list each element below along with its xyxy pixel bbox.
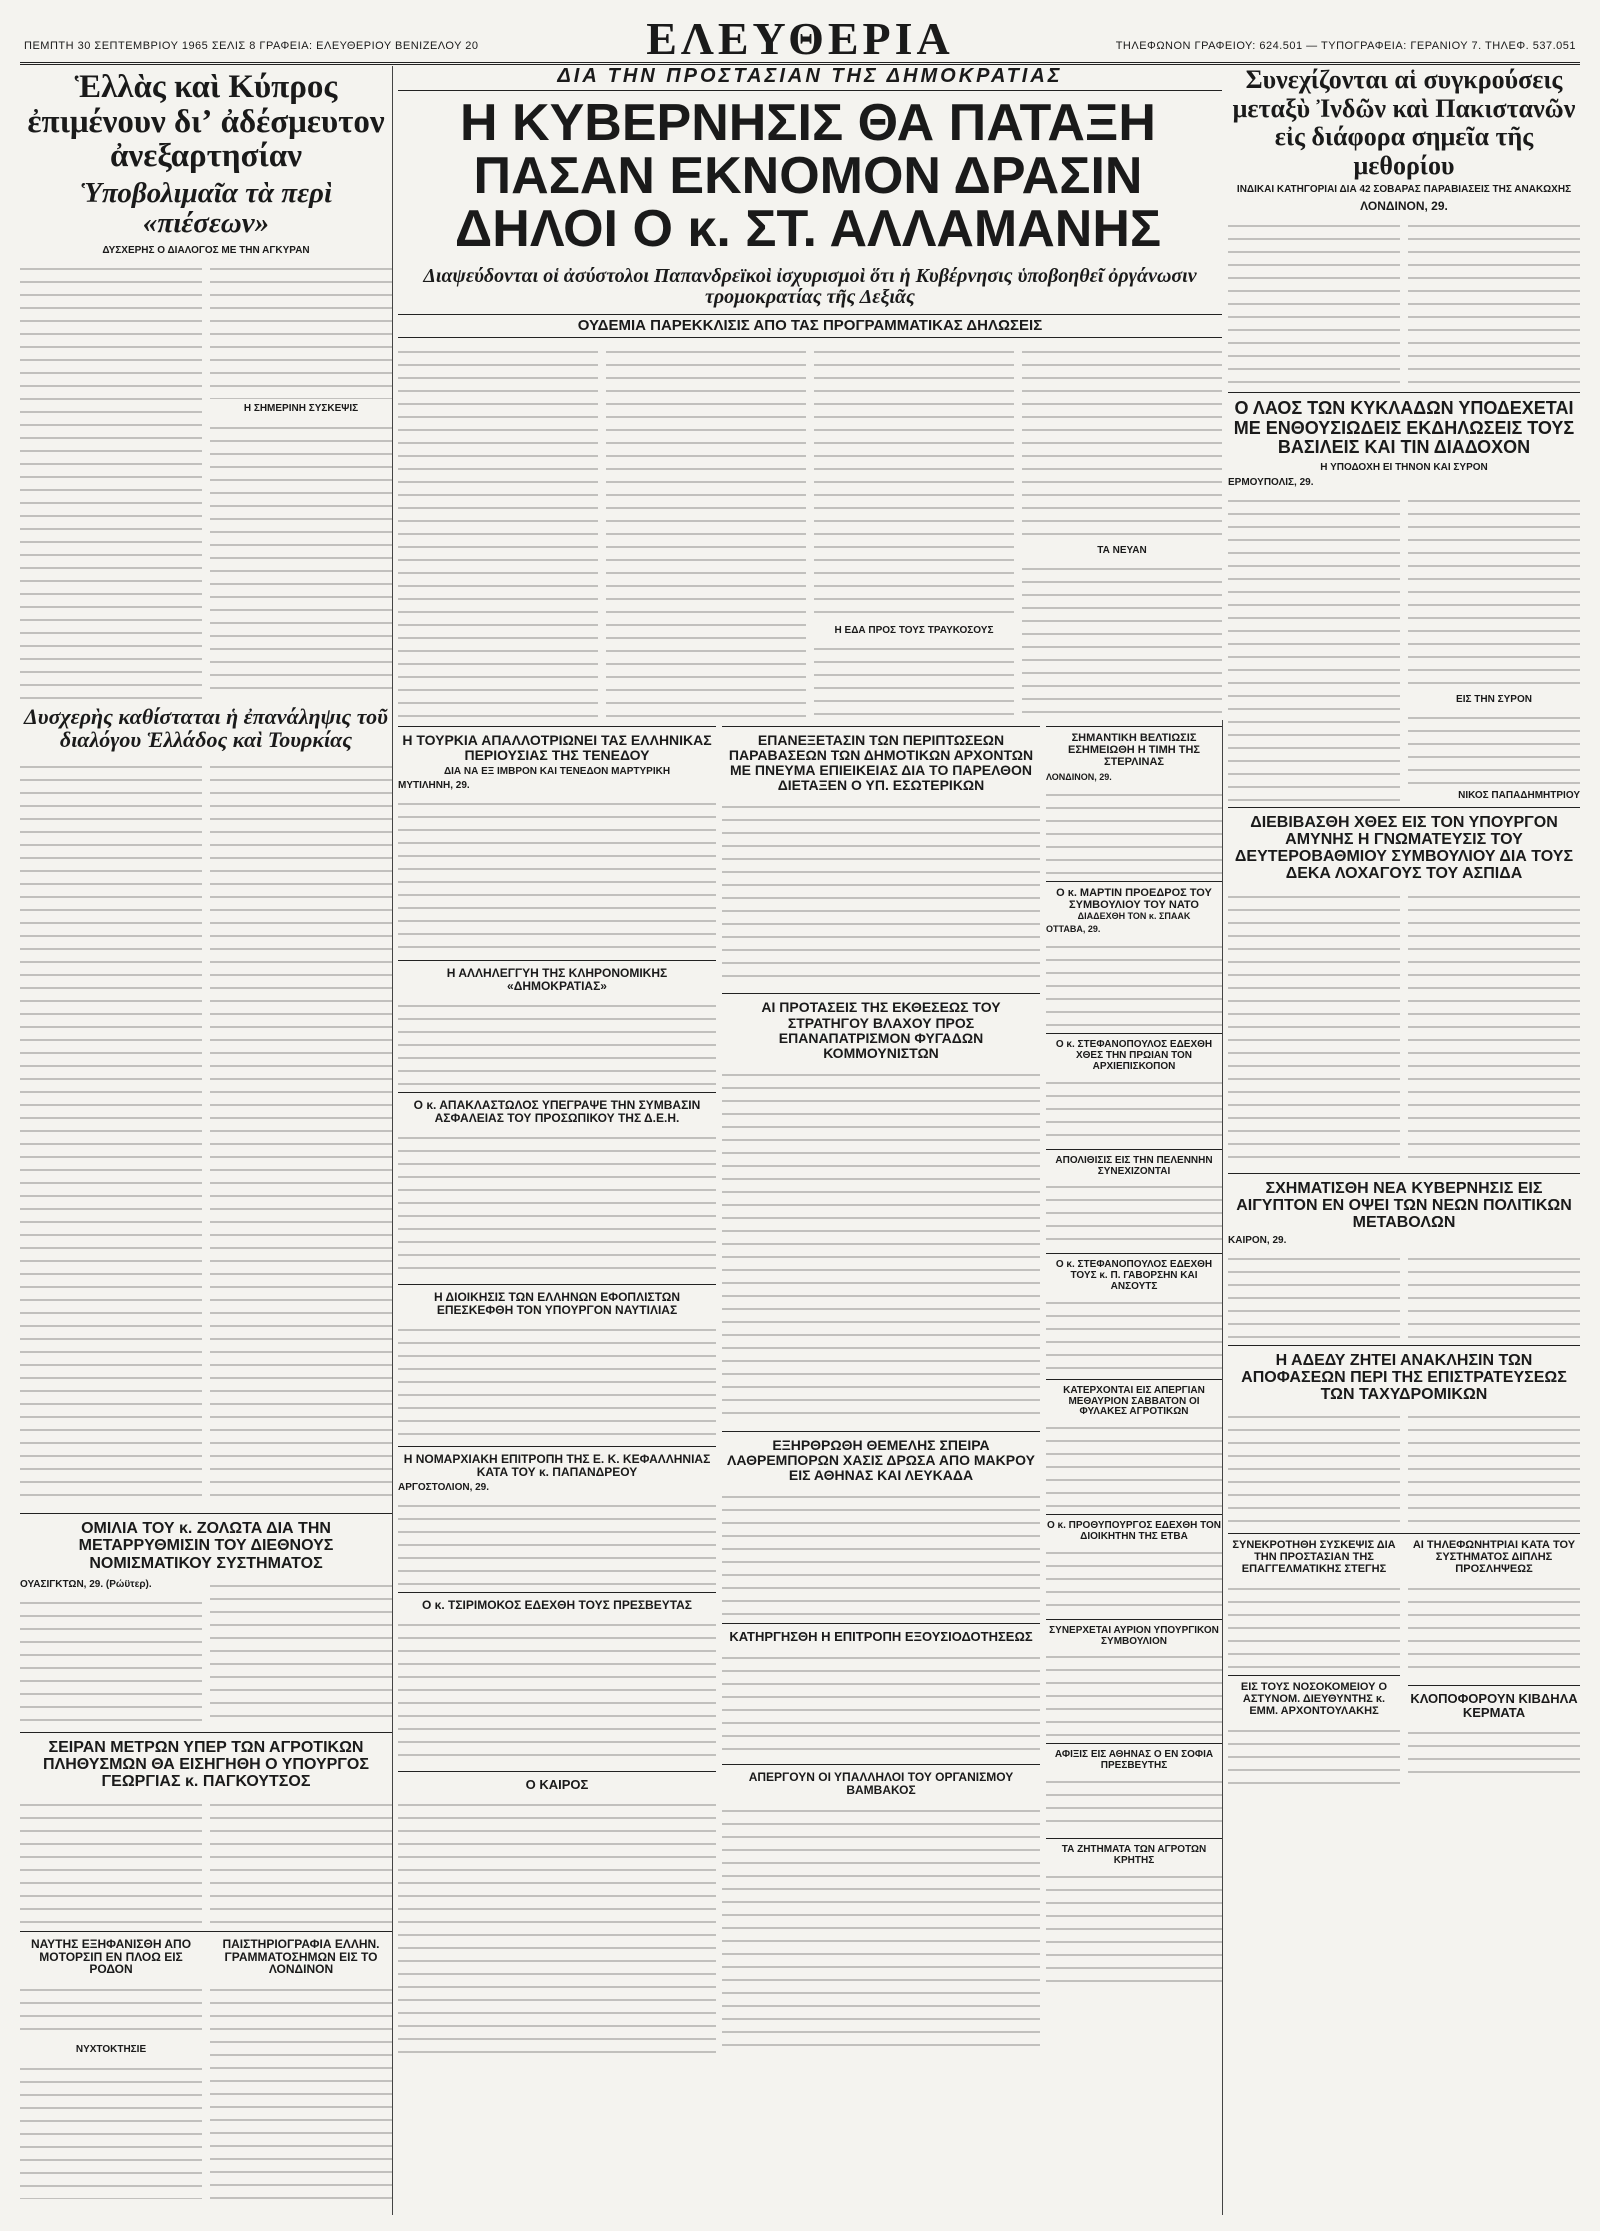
c5-text-3a bbox=[1228, 887, 1400, 1167]
c5-text-5a bbox=[1228, 1407, 1400, 1527]
c4-text-6 bbox=[1046, 1418, 1222, 1508]
column-2 bbox=[398, 720, 716, 2215]
c4-dateline-1: ΛΟΝΔΙΝΟΝ, 29. bbox=[1046, 771, 1112, 782]
c3-text-5 bbox=[722, 1801, 1040, 2051]
lead-section-2: ΤΑ ΝΕΥΑΝ bbox=[1097, 544, 1147, 556]
c4-headline-2: Ο κ. ΜΑΡΤΙΝ ΠΡΟΕΔΡΟΣ ΤΟΥ ΣΥΜΒΟΥΛΙΟΥ ΤΟΥ ΝΑΤΟ bbox=[1056, 886, 1212, 911]
c1-headline-5: ΝΑΥΤΗΣ ΕΞΗΦΑΝΙΣΘΗ ΑΠΟ ΜΟΤΟΡΣΙΠ ΕΝ ΠΛΟΩ ΕΙΣ ΡΟΔΟΝ bbox=[30, 1936, 192, 1977]
c5-kicker-1: ΙΝΔΙΚΑΙ ΚΑΤΗΓΟΡΙΑΙ ΔΙΑ 42 ΣΟΒΑΡΑΣ ΠΑΡΑΒΙΑΣΕΙΣ ΤΗΣ ΑΝΑΚΩΧΗΣ bbox=[1236, 184, 1572, 196]
c5-text-5b bbox=[1408, 1407, 1580, 1527]
c2-kicker-1: ΔΙΑ ΝΑ ΕΞ ΙΜΒΡΟΝ ΚΑΙ ΤΕΝΕΔΟΝ ΜΑΡΤΥΡΙΚΗ bbox=[443, 766, 671, 778]
c4-headline-10: ΤΑ ΖΗΤΗΜΑΤΑ ΤΩΝ ΑΓΡΟΤΩΝ ΚΡΗΤΗΣ bbox=[1061, 1843, 1207, 1866]
c3-text-4 bbox=[722, 1648, 1040, 1758]
c2-text-6 bbox=[398, 1615, 716, 1765]
c4-headline-3: Ο κ. ΣΤΕΦΑΝΟΠΟΥΛΟΣ ΕΔΕΧΘΗ ΧΘΕΣ ΤΗΝ ΠΡΩΙΑΝ ΤΟΝ ΑΡΧΙΕΠΙΣΚΟΠΟΝ bbox=[1055, 1039, 1213, 1072]
masthead-date-line: ΠΕΜΠΤΗ 30 ΣΕΠΤΕΜΒΡΙΟΥ 1965 ΣΕΛΙΣ 8 ΓΡΑΦΕΙΑ: ΕΛΕΥΘΕΡΙΟΥ ΒΕΝΙΖΕΛΟΥ 20 bbox=[24, 40, 479, 52]
c1-text-1a bbox=[20, 259, 202, 699]
c5-headline-1: Συνεχίζονται αἱ συγκρούσεις μεταξὺ Ἰνδῶν καὶ Πακιστανῶν εἰς διάφορα σημεῖα τῆς μεθορίου bbox=[1232, 66, 1576, 180]
c3-text-2 bbox=[722, 1065, 1040, 1425]
c1-section-heading: Η ΣΗΜΕΡΙΝΗ ΣΥΣΚΕΨΙΣ bbox=[243, 402, 359, 414]
c1-text-6a bbox=[20, 2059, 202, 2199]
c2-headline-7: Ο ΚΑΙΡΟΣ bbox=[525, 1776, 589, 1792]
c4-text-2 bbox=[1046, 937, 1222, 1027]
c4-text-9 bbox=[1046, 1772, 1222, 1832]
c1-headline: Ἑλλὰς καὶ Κύπρος ἐπιμένουν διʼ ἀδέσμευτον ἀνεξαρτησίαν bbox=[27, 69, 385, 175]
c1-article-1 bbox=[20, 259, 392, 699]
c5-text-1b bbox=[1408, 216, 1580, 386]
c3-headline-2: ΑΙ ΠΡΟΤΑΣΕΙΣ ΤΗΣ ΕΚΘΕΣΕΩΣ ΤΟΥ ΣΤΡΑΤΗΓΟΥ ΒΛΑΧΟΥ ΠΡΟΣ ΕΠΑΝΑΠΑΤΡΙΣΜΟΝ ΦΥΓΑΔΩΝ ΚΟΜΜΟΥΝΙΣΤΩΝ bbox=[761, 999, 1001, 1061]
lead-story bbox=[398, 66, 1222, 720]
c1-section-6: ΝΥΧΤΟΚΤΗΣΙΕ bbox=[75, 2044, 147, 2056]
c3-headline-1: ΕΠΑΝΕΞΕΤΑΣΙΝ ΤΩΝ ΠΕΡΙΠΤΩΣΕΩΝ ΠΑΡΑΒΑΣΕΩΝ ΤΩΝ ΔΗΜΟΤΙΚΩΝ ΑΡΧΟΝΤΩΝ ΜΕ ΠΝΕΥΜΑ ΕΠΙΕΙΚΕΙΑΣ ΔΙΑ ΤΟ ΠΑΡΕΛΘΟΝ ΔΙΕΤΑΞΕΝ Ο ΥΠ. ΕΣΩΤΕΡΙΚΩΝ bbox=[728, 732, 1034, 794]
c5-headline-7: ΑΙ ΤΗΛΕΦΩΝΗΤΡΙΑΙ ΚΑΤΑ ΤΟΥ ΣΥΣΤΗΜΑΤΟΣ ΔΙΠΛΗΣ ΠΡΟΣΛΗΨΕΩΣ bbox=[1412, 1539, 1576, 1576]
c4-headline-5: Ο κ. ΣΤΕΦΑΝΟΠΟΥΛΟΣ ΕΔΕΧΘΗ ΤΟΥΣ κ. Π. ΓΑΒΟΡΣΗΝ ΚΑΙ ΑΝΣΟΥΤΣ bbox=[1055, 1259, 1213, 1292]
c5-text-2a bbox=[1228, 491, 1400, 801]
c5-headline-9: ΚΛΟΠΟΦΟΡΟΥΝ ΚΙΒΔΗΛΑ ΚΕΡΜΑΤΑ bbox=[1410, 1690, 1578, 1720]
c2-text-1 bbox=[398, 794, 716, 954]
c5-kicker-2: Η ΥΠΟΔΟΧΗ ΕΙ ΤΗΝΟΝ ΚΑΙ ΣΥΡΟΝ bbox=[1320, 461, 1488, 473]
c5-text-6 bbox=[1228, 1579, 1400, 1669]
column-3 bbox=[722, 720, 1040, 2215]
c5-headline-5: Η ΑΔΕΔΥ ΖΗΤΕΙ ΑΝΑΚΛΗΣΙΝ ΤΩΝ ΑΠΟΦΑΣΕΩΝ ΠΕΡΙ ΤΗΣ ΕΠΙΣΤΡΑΤΕΥΣΕΩΣ ΤΩΝ ΤΑΧΥΔΡΟΜΙΚΩΝ bbox=[1241, 1351, 1567, 1404]
c3-text-1 bbox=[722, 797, 1040, 987]
masthead-title: ΕΛΕΥΘΕΡΙΑ bbox=[646, 13, 954, 64]
c1-headline-6: ΠΑΙΣΤΗΡΙΟΓΡΑΦΙΑ ΕΛΛΗΝ. ΓΡΑΜΜΑΤΟΣΗΜΩΝ ΕΙΣ ΤΟ ΛΟΝΔΙΝΟΝ bbox=[222, 1936, 380, 1977]
column-1 bbox=[20, 66, 393, 2215]
column-4 bbox=[1046, 720, 1223, 2215]
lead-body bbox=[398, 342, 1222, 720]
c1-text-1b bbox=[210, 259, 392, 399]
c5-text-7 bbox=[1408, 1579, 1580, 1679]
c1-article-3 bbox=[20, 1576, 392, 1726]
c2-dateline-1: ΜΥΤΙΛΗΝΗ, 29. bbox=[398, 780, 470, 792]
c1-headline-2: Δυσχερὴς καθίσταται ἡ ἐπανάληψις τοῦ διαλόγου Ἑλλάδος καὶ Τουρκίας bbox=[24, 703, 388, 752]
c4-headline-8: ΣΥΝΕΡΧΕΤΑΙ ΑΥΡΙΟΝ ΥΠΟΥΡΓΙΚΟΝ ΣΥΜΒΟΥΛΙΟΝ bbox=[1049, 1624, 1219, 1647]
c2-headline-6: Ο κ. ΤΣΙΡΙΜΟΚΟΣ ΕΔΕΧΘΗ ΤΟΥΣ ΠΡΕΣΒΕΥΤΑΣ bbox=[421, 1597, 693, 1612]
c1-text-6b bbox=[210, 1980, 392, 2200]
c1-text-3b bbox=[210, 1576, 392, 1726]
c5-headline-4: ΣΧΗΜΑΤΙΣΘΗ ΝΕΑ ΚΥΒΕΡΝΗΣΙΣ ΕΙΣ ΑΙΓΥΠΤΟΝ ΕΝ ΟΨΕΙ ΤΩΝ ΝΕΩΝ ΠΟΛΙΤΙΚΩΝ ΜΕΤΑΒΟΛΩΝ bbox=[1236, 1179, 1572, 1232]
lead-text-5 bbox=[1022, 342, 1222, 542]
c4-text-4 bbox=[1046, 1177, 1222, 1247]
c4-headline-4: ΑΠΟΛΙΘΙΣΙΣ ΕΙΣ ΤΗΝ ΠΕΛΕΝΝΗΝ ΣΥΝΕΧΙΖΟΝΤΑΙ bbox=[1055, 1154, 1213, 1177]
c1-text-5 bbox=[20, 1980, 202, 2040]
c4-text-5 bbox=[1046, 1293, 1222, 1373]
c2-headline-2: Η ΑΛΛΗΛΕΓΓΥΗ ΤΗΣ ΚΛΗΡΟΝΟΜΙΚΗΣ «ΔΗΜΟΚΡΑΤΙΑΣ» bbox=[446, 966, 668, 994]
c1-article-4 bbox=[20, 1795, 392, 1925]
c5-dateline-4: ΚΑΙΡΟΝ, 29. bbox=[1228, 1234, 1287, 1246]
column-5 bbox=[1228, 66, 1580, 2215]
c4-text-10 bbox=[1046, 1867, 1222, 1987]
lead-text-6 bbox=[1022, 559, 1222, 720]
c3-text-3 bbox=[722, 1487, 1040, 1617]
c2-text-7 bbox=[398, 1795, 716, 2055]
c5-text-4a bbox=[1228, 1249, 1400, 1339]
c5-text-1a bbox=[1228, 216, 1400, 386]
c4-text-7 bbox=[1046, 1543, 1222, 1613]
masthead bbox=[20, 13, 1580, 65]
c4-headline-6: ΚΑΤΕΡΧΟΝΤΑΙ ΕΙΣ ΑΠΕΡΓΙΑΝ ΜΕΘΑΥΡΙΟΝ ΣΑΒΒΑΤΟΝ ΟΙ ΦΥΛΑΚΕΣ ΑΓΡΟΤΙΚΩΝ bbox=[1063, 1384, 1205, 1418]
c1-text-1c bbox=[210, 418, 392, 699]
c2-dateline-5: ΑΡΓΟΣΤΟΛΙΟΝ, 29. bbox=[398, 1481, 490, 1493]
c1-text-3a bbox=[20, 1593, 202, 1728]
c1-dateline-3: ΟΥΑΣΙΓΚΤΩΝ, 29. (Ρώϋτερ). bbox=[20, 1578, 152, 1590]
c4-text-8 bbox=[1046, 1647, 1222, 1737]
c5-article-2 bbox=[1228, 491, 1580, 801]
c2-headline-5: Η ΝΟΜΑΡΧΙΑΚΗ ΕΠΙΤΡΟΠΗ ΤΗΣ Ε. Κ. ΚΕΦΑΛΛΗΝΙΑΣ ΚΑΤΑ ΤΟΥ κ. ΠΑΠΑΝΔΡΕΟΥ bbox=[403, 1451, 711, 1479]
c4-kicker-2: ΔΙΑΔΕΧΘΗ ΤΟΝ κ. ΣΠΑΑΚ bbox=[1077, 911, 1191, 922]
c2-headline-4: Η ΔΙΟΙΚΗΣΙΣ ΤΩΝ ΕΛΛΗΝΩΝ ΕΦΟΠΛΙΣΤΩΝ ΕΠΕΣΚΕΦΘΗ ΤΟΝ ΥΠΟΥΡΓΟΝ ΝΑΥΤΙΛΙΑΣ bbox=[433, 1290, 681, 1317]
c5-section-2: ΕΙΣ ΤΗΝ ΣΥΡΟΝ bbox=[1456, 693, 1532, 705]
c3-headline-3: ΕΞΗΡΘΡΩΘΗ ΘΕΜΕΛΗΣ ΣΠΕΙΡΑ ΛΑΘΡΕΜΠΟΡΩΝ ΧΑΣΙΣ ΔΡΩΣΑ ΑΠΟ ΜΑΚΡΟΥ ΕΙΣ ΑΘΗΝΑΣ ΚΑΙ ΛΕΥΚΑΔΑ bbox=[727, 1436, 1035, 1484]
c4-headline-7: Ο κ. ΠΡΟΘΥΠΟΥΡΓΟΣ ΕΔΕΧΘΗ ΤΟΝ ΔΙΟΙΚΗΤΗΝ ΤΗΣ ΕΤΒΑ bbox=[1046, 1520, 1222, 1542]
c5-headline-8: ΕΙΣ ΤΟΥΣ ΝΟΣΟΚΟΜΕΙΟΥ Ο ΑΣΤΥΝΟΜ. ΔΙΕΥΘΥΝΤΗΣ κ. ΕΜΜ. ΑΡΧΟΝΤΟΥΛΑΚΗΣ bbox=[1240, 1680, 1388, 1717]
c5-article-1 bbox=[1228, 216, 1580, 386]
c1-headline-4: ΣΕΙΡΑΝ ΜΕΤΡΩΝ ΥΠΕΡ ΤΩΝ ΑΓΡΟΤΙΚΩΝ ΠΛΗΘΥΣΜΩΝ ΘΑ ΕΙΣΗΓΗΘΗ Ο ΥΠΟΥΡΓΟΣ ΓΕΩΡΓΙΑΣ κ. ΠΑΓΚΟΥΤΣΟΣ bbox=[43, 1738, 369, 1791]
c2-headline-3: Ο κ. ΑΠΑΚΛΑΣΤΩΛΟΣ ΥΠΕΓΡΑΨΕ ΤΗΝ ΣΥΜΒΑΣΙΝ ΑΣΦΑΛΕΙΑΣ ΤΟΥ ΠΡΟΣΩΠΙΚΟΥ ΤΗΣ Δ.Ε.Η. bbox=[413, 1098, 701, 1126]
c1-kicker: ΔΥΣΧΕΡΗΣ Ο ΔΙΑΛΟΓΟΣ ΜΕ ΤΗΝ ΑΓΚΥΡΑΝ bbox=[102, 244, 310, 256]
c1-text-4b bbox=[210, 1795, 392, 1925]
c1-text-4a bbox=[20, 1795, 202, 1925]
c4-headline-9: ΑΦΙΞΙΣ ΕΙΣ ΑΘΗΝΑΣ Ο ΕΝ ΣΟΦΙΑ ΠΡΕΣΒΕΥΤΗΣ bbox=[1054, 1749, 1214, 1772]
lead-deck: Διαψεύδονται οἱ ἀσύστολοι Παπανδρεϊκοὶ ἰσχυρισμοὶ ὅτι ἡ Κυβέρνησις ὑποβοηθεῖ ὀργάνωσιν τρομοκρατίας τῆς Δεξιᾶς bbox=[423, 264, 1197, 308]
masthead-contact-line: ΤΗΛΕΦΩΝΟΝ ΓΡΑΦΕΙΟΥ: 624.501 — ΤΥΠΟΓΡΑΦΕΙΑ: ΓΕΡΑΝΙΟΥ 7. ΤΗΛΕΦ. 537.051 bbox=[1115, 40, 1576, 52]
c2-text-5 bbox=[398, 1496, 716, 1586]
c5-text-2c bbox=[1408, 708, 1580, 787]
c5-signature: ΝΙΚΟΣ ΠΑΠΑΔΗΜΗΤΡΙΟΥ bbox=[1458, 789, 1580, 801]
c5-dateline-2: ΕΡΜΟΥΠΟΛΙΣ, 29. bbox=[1228, 476, 1314, 488]
c2-headline-1: Η ΤΟΥΡΚΙΑ ΑΠΑΛΛΟΤΡΙΩΝΕΙ ΤΑΣ ΕΛΛΗΝΙΚΑΣ ΠΕΡΙΟΥΣΙΑΣ ΤΗΣ ΤΕΝΕΔΟΥ bbox=[402, 732, 712, 764]
c5-article-4 bbox=[1228, 1249, 1580, 1339]
c5-text-9 bbox=[1408, 1723, 1580, 1783]
c5-text-8 bbox=[1228, 1721, 1400, 1791]
c1-text-2b bbox=[210, 757, 392, 1507]
c5-text-4b bbox=[1408, 1249, 1580, 1339]
c5-headline-3: ΔΙΕΒΙΒΑΣΘΗ ΧΘΕΣ ΕΙΣ ΤΟΝ ΥΠΟΥΡΓΟΝ ΑΜΥΝΗΣ Η ΓΝΩΜΑΤΕΥΣΙΣ ΤΟΥ ΔΕΥΤΕΡΟΒΑΘΜΙΟΥ ΣΥΜΒΟΥΛΙΟΥ ΔΙΑ ΤΟΥΣ ΔΕΚΑ ΛΟΧΑΓΟΥΣ ΤΟΥ ΑΣΠΙΔΑ bbox=[1234, 813, 1574, 883]
c5-headline-6: ΣΥΝΕΚΡΟΤΗΘΗ ΣΥΣΚΕΨΙΣ ΔΙΑ ΤΗΝ ΠΡΟΣΤΑΣΙΑΝ ΤΗΣ ΕΠΑΓΓΕΛΜΑΤΙΚΗΣ ΣΤΕΓΗΣ bbox=[1232, 1539, 1396, 1576]
lead-subhead: ΟΥΔΕΜΙΑ ΠΑΡΕΚΚΛΙΣΙΣ ΑΠΟ ΤΑΣ ΠΡΟΓΡΑΜΜΑΤΙΚΑΣ ΔΗΛΩΣΕΙΣ bbox=[398, 314, 1222, 338]
c3-headline-4: ΚΑΤΗΡΓΗΣΘΗ Η ΕΠΙΤΡΟΠΗ ΕΞΟΥΣΙΟΔΟΤΗΣΕΩΣ bbox=[729, 1629, 1033, 1645]
c1-headline-3: ΟΜΙΛΙΑ ΤΟΥ κ. ΖΟΛΩΤΑ ΔΙΑ ΤΗΝ ΜΕΤΑΡΡΥΘΜΙΣΙΝ ΤΟΥ ΔΙΕΘΝΟΥΣ ΝΟΜΙΣΜΑΤΙΚΟΥ ΣΥΣΤΗΜΑΤΟΣ bbox=[78, 1519, 334, 1572]
c5-dateline-1: ΛΟΝΔΙΝΟΝ, 29. bbox=[1360, 199, 1448, 214]
c1-article-2 bbox=[20, 757, 392, 1507]
c5-text-2b bbox=[1408, 491, 1580, 691]
c4-text-3 bbox=[1046, 1073, 1222, 1143]
c5-article-5 bbox=[1228, 1407, 1580, 1527]
c2-text-3 bbox=[398, 1128, 716, 1278]
lead-text-1 bbox=[398, 342, 598, 720]
c1-text-2a bbox=[20, 757, 202, 1507]
c1-subhead: Ὑποβολιμαῖα τὰ περὶ «πιέσεων» bbox=[79, 176, 333, 240]
c5-text-3b bbox=[1408, 887, 1580, 1167]
c5-article-3 bbox=[1228, 887, 1580, 1167]
lead-kicker: ΔΙΑ ΤΗΝ ΠΡΟΣΤΑΣΙΑΝ ΤΗΣ ΔΗΜΟΚΡΑΤΙΑΣ bbox=[398, 66, 1222, 91]
c4-text-1 bbox=[1046, 785, 1222, 875]
lead-text-3 bbox=[814, 342, 1014, 622]
c4-headline-1: ΣΗΜΑΝΤΙΚΗ ΒΕΛΤΙΩΣΙΣ ΕΣΗΜΕΙΩΘΗ Η ΤΙΜΗ ΤΗΣ ΣΤΕΡΛΙΝΑΣ bbox=[1067, 732, 1201, 768]
c2-text-4 bbox=[398, 1320, 716, 1440]
c5-headline-2: Ο ΛΑΟΣ ΤΩΝ ΚΥΚΛΑΔΩΝ ΥΠΟΔΕΧΕΤΑΙ ΜΕ ΕΝΘΟΥΣΙΩΔΕΙΣ ΕΚΔΗΛΩΣΕΙΣ ΤΟΥΣ ΒΑΣΙΛΕΙΣ ΚΑΙ ΤΙΝ ΔΙΑΔΟΧΟΝ bbox=[1233, 398, 1575, 458]
c2-text-2 bbox=[398, 996, 716, 1086]
lead-section-1: Η ΕΔΑ ΠΡΟΣ ΤΟΥΣ ΤΡΑΥΚΟΣΟΥΣ bbox=[834, 624, 994, 636]
c3-headline-5: ΑΠΕΡΓΟΥΝ ΟΙ ΥΠΑΛΛΗΛΟΙ ΤΟΥ ΟΡΓΑΝΙΣΜΟΥ ΒΑΜΒΑΚΟΣ bbox=[748, 1770, 1014, 1798]
lead-headline: Η ΚΥΒΕΡΝΗΣΙΣ ΘΑ ΠΑΤΑΞΗ ΠΑΣΑΝ ΕΚΝΟΜΟΝ ΔΡΑΣΙΝ ΔΗΛΟΙ Ο κ. ΣΤ. ΑΛΛΑΜΑΝΗΣ bbox=[454, 93, 1162, 258]
lead-text-4 bbox=[814, 639, 1014, 720]
c4-dateline-2: ΟΤΤΑΒΑ, 29. bbox=[1046, 924, 1101, 935]
lead-text-2 bbox=[606, 342, 806, 720]
